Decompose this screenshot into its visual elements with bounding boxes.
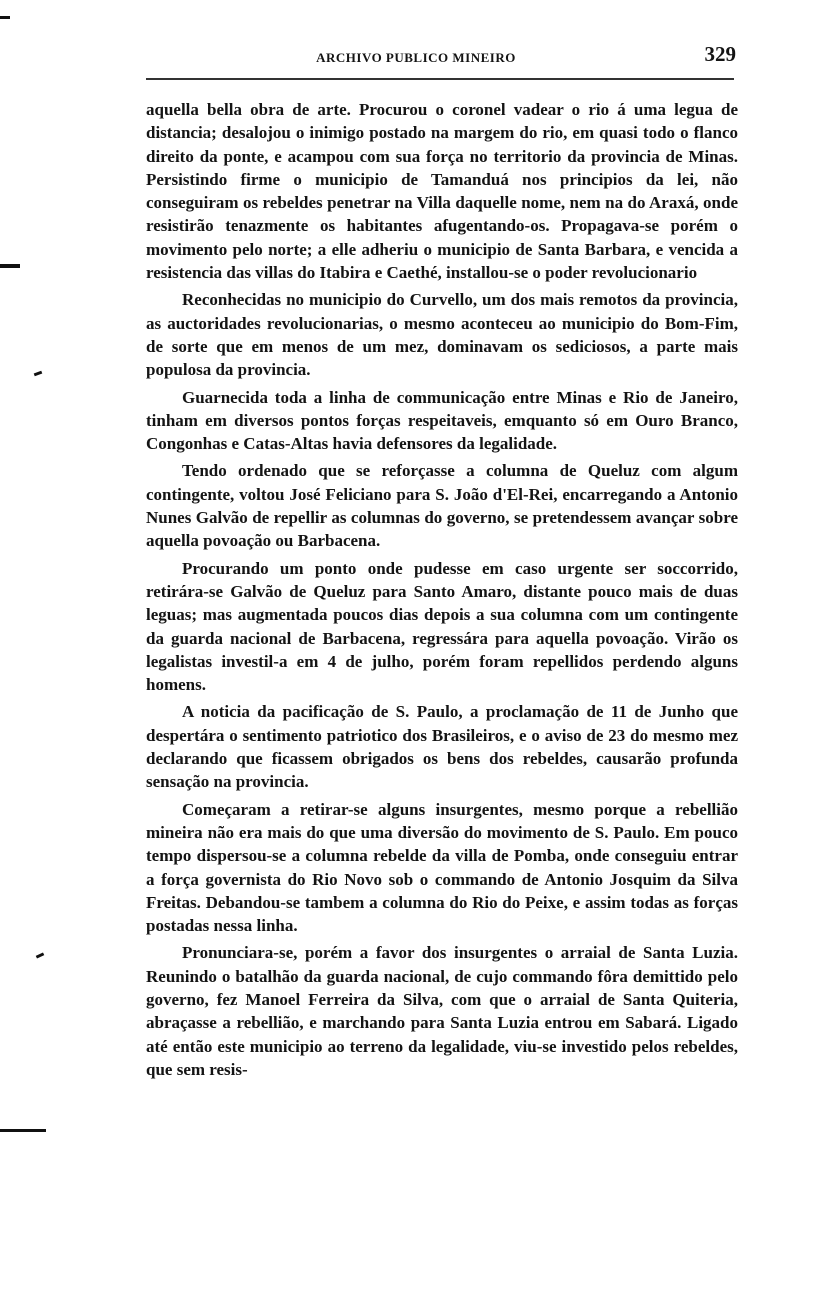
header-rule <box>146 78 734 80</box>
running-title: ARCHIVO PUBLICO MINEIRO <box>316 50 516 65</box>
paragraph: aquella bella obra de arte. Procurou o coronel vadear o rio á uma legua de distancia; desalojou o inimigo postado na margem do rio, em quasi todo o flanco direito da ponte, e acampou com sua força no territorio da provincia de Minas. Persistindo firme o municipio de Tamanduá nos principios da lei, não conseguiram os rebeldes penetrar na Villa daquelle nome, nem na do Araxá, onde resistirão tenazmente os habitantes afugentando-os. Propagava-se porém o movimento pelo norte; a elle adheriu o municipio de Santa Barbara, e vencida a resistencia das villas do Itabira e Caethé, installou-se o poder revolucionario <box>146 100 738 283</box>
scan-edge-mark <box>0 16 10 19</box>
scan-edge-mark <box>0 264 20 268</box>
paragraph: Começaram a retirar-se alguns insurgentes, mesmo porque a rebellião mineira não era mais do que uma diversão do movimento de S. Paulo. Em pouco tempo dispersou-se a columna rebelde da villa de Pomba, onde conseguiu entrar a força governista do Rio Novo sob o commando de Antonio Josquim da Silva Freitas. Debandou-se tambem a columna do Rio do Peixe, e assim todas as forças postadas nessa linha. <box>146 799 738 936</box>
body-text <box>146 98 738 1081</box>
paragraph: A noticia da pacificação de S. Paulo, a proclamação de 11 de Junho que despertára o sentimento patriotico dos Brasileiros, e o aviso de 23 do mesmo mez declarando que ficassem obrigados os bens dos rebeldes, causarão profunda sensação na provincia. <box>146 702 738 792</box>
scan-edge-mark <box>36 952 45 958</box>
page-number: 329 <box>704 42 736 66</box>
paragraph: Reconhecidas no municipio do Curvello, um dos mais remotos da provincia, as auctoridades revolucionarias, o mesmo aconteceu ao municipio do Bom-Fim, de sorte que em menos de um mez, dominavam os sediciosos, a parte mais populosa da provincia. <box>146 290 738 380</box>
paragraph: Guarnecida toda a linha de communicação entre Minas e Rio de Janeiro, tinham em diversos pontos forças respeitaveis, emquanto só em Ouro Branco, Congonhas e Catas-Altas havia defensores da legalidade. <box>146 387 738 454</box>
scan-edge-mark <box>0 1129 46 1132</box>
paragraph: Procurando um ponto onde pudesse em caso urgente ser soccorrido, retirára-se Galvão de Queluz para Santo Amaro, distante pouco mais de duas leguas; mas augmentada poucos dias depois a sua columna com um contingente da guarda nacional de Barbacena, regressára para aquella povoação. Virão os legalistas investil-a em 4 de julho, porém foram repellidos perdendo alguns homens. <box>146 558 738 695</box>
scan-edge-mark <box>34 371 43 377</box>
page-header <box>146 44 740 74</box>
paragraph: Pronunciara-se, porém a favor dos insurgentes o arraial de Santa Luzia. Reunindo o batalhão da guarda nacional, de cujo commando fôra demittido pelo governo, fez Manoel Ferreira da Silva, com que o arraial de Santa Quiteria, abraçasse a rebellião, e marchando para Santa Luzia entrou em Sabará. Ligado até então este municipio ao terreno da legalidade, viu-se investido pelos rebeldes, que sem resis- <box>146 943 738 1079</box>
paragraph: Tendo ordenado que se reforçasse a columna de Queluz com algum contingente, voltou José Feliciano para S. João d'El-Rei, encarregando a Antonio Nunes Galvão de repellir as columnas do governo, se pretendessem avançar sobre aquella povoação ou Barbacena. <box>146 461 738 551</box>
